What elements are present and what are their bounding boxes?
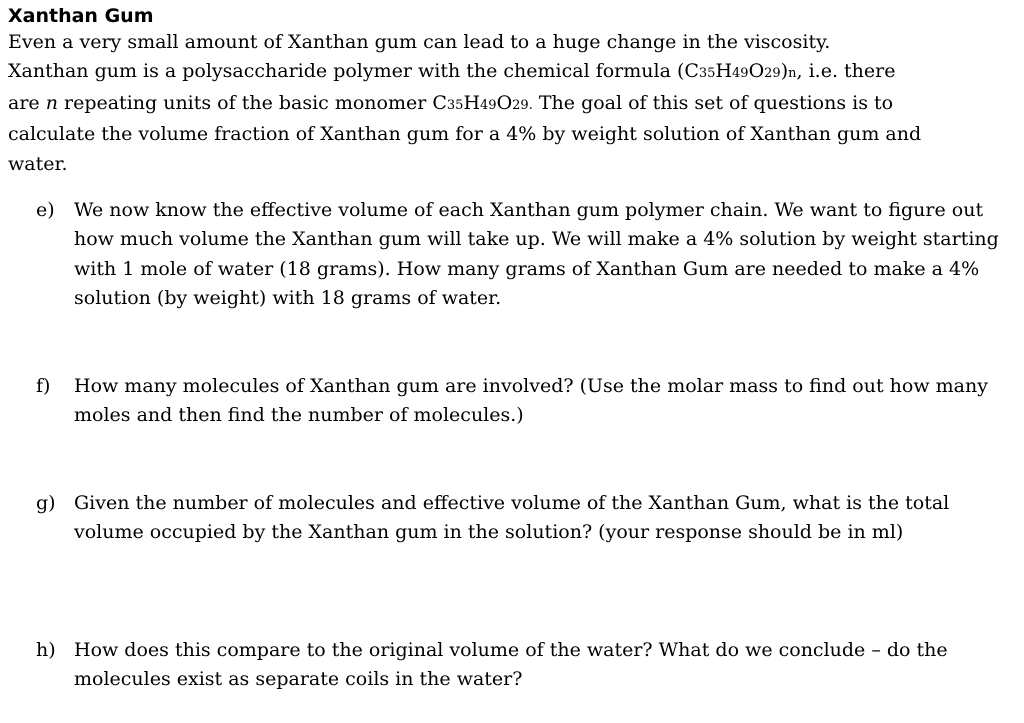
question-letter: g) <box>36 492 56 514</box>
question-text: Given the number of molecules and effective volume of the Xanthan Gum, what is the total volume occupied by the Xanthan gum in the solution? (your response should be in ml) <box>74 492 950 544</box>
question-f <box>36 372 1016 431</box>
intro-line-2: Xanthan gum is a polysaccharide polymer with the chemical formula (C35H49O29)n, i.e. there <box>8 60 896 83</box>
question-e <box>36 196 1016 314</box>
question-text: How many molecules of Xanthan gum are involved? (Use the molar mass to find out how many moles and then find the number of molecules.) <box>74 375 988 427</box>
intro-line-3: are n repeating units of the basic monomer C35H49O29. The goal of this set of questions is to <box>8 91 894 114</box>
question-h <box>36 636 1016 695</box>
intro-paragraph <box>8 28 1008 179</box>
question-text: We now know the effective volume of each Xanthan gum polymer chain. We want to figure out how much volume the Xanthan gum will take up. We will make a 4% solution by weight starting with 1 mole of water (18 grams). How many grams of Xanthan Gum are needed to make a 4% solution (by weight) with 18 grams of water. <box>74 199 999 310</box>
document-title: Xanthan Gum <box>8 5 154 27</box>
question-letter: e) <box>36 199 55 221</box>
question-text: How does this compare to the original volume of the water? What do we conclude – do the molecules exist as separate coils in the water? <box>74 639 948 691</box>
question-g <box>36 489 1016 548</box>
document-page <box>8 4 1018 179</box>
question-letter: f) <box>36 375 51 397</box>
intro-rest: calculate the volume fraction of Xanthan gum for a 4% by weight solution of Xanthan gum and water. <box>8 123 922 175</box>
intro-line-1: Even a very small amount of Xanthan gum can lead to a huge change in the viscosity. <box>8 31 831 53</box>
question-letter: h) <box>36 639 56 661</box>
